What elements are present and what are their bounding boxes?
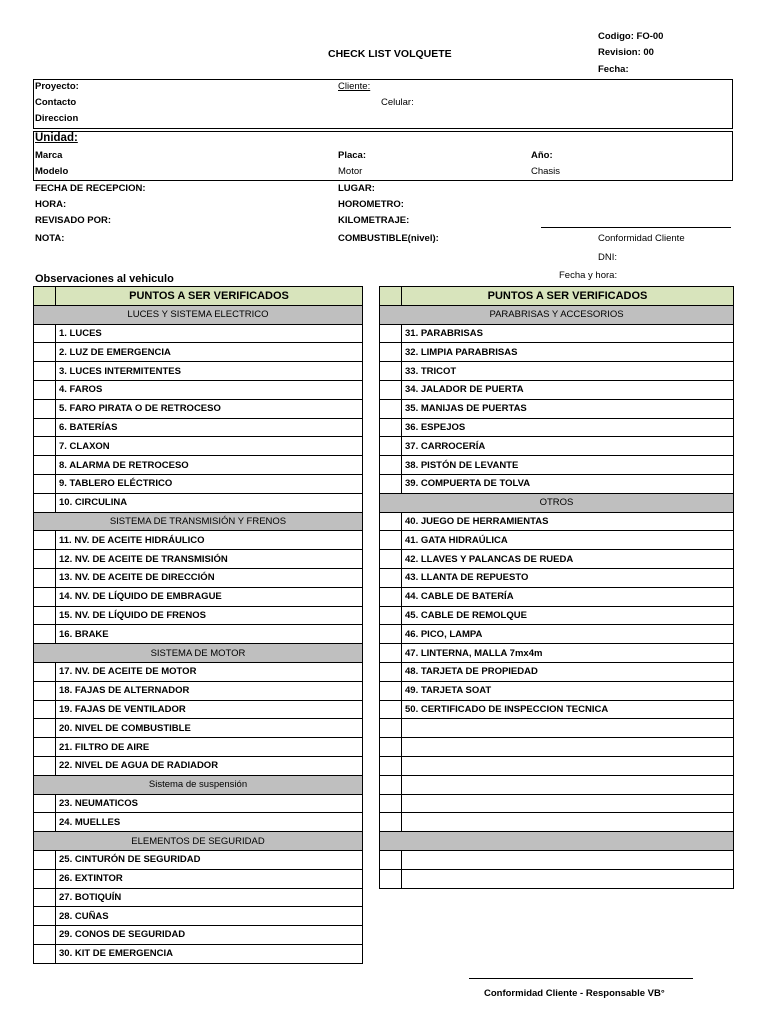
item-label: 26. EXTINTOR — [56, 869, 363, 888]
horometro-label: HOROMETRO: — [338, 199, 404, 210]
table-header-label: PUNTOS A SER VERIFICADOS — [402, 287, 734, 306]
item-label: 37. CARROCERÍA — [402, 437, 734, 456]
table-row — [34, 399, 363, 418]
item-label: 48. TARJETA DE PROPIEDAD — [402, 662, 734, 681]
item-label: 27. BOTIQUÍN — [56, 888, 363, 907]
check-box-cell[interactable] — [380, 512, 402, 531]
item-label: 45. CABLE DE REMOLQUE — [402, 606, 734, 625]
check-box-cell[interactable] — [34, 850, 56, 869]
check-box-cell[interactable] — [34, 738, 56, 757]
check-box-cell[interactable] — [34, 944, 56, 963]
table-row — [34, 437, 363, 456]
item-label: 4. FAROS — [56, 380, 363, 399]
check-box-cell[interactable] — [34, 437, 56, 456]
item-label — [402, 775, 734, 794]
table-row — [380, 343, 734, 362]
table-row — [380, 813, 734, 832]
item-label: 25. CINTURÓN DE SEGURIDAD — [56, 850, 363, 869]
table-row — [34, 474, 363, 493]
check-box-cell[interactable] — [380, 756, 402, 775]
item-label: 46. PICO, LAMPA — [402, 625, 734, 644]
item-label: 6. BATERÍAS — [56, 418, 363, 437]
section-title: LUCES Y SISTEMA ELECTRICO — [34, 305, 363, 324]
item-label: 10. CIRCULINA — [56, 493, 363, 512]
check-box-cell[interactable] — [380, 644, 402, 663]
check-box-cell[interactable] — [380, 531, 402, 550]
check-box-cell[interactable] — [34, 756, 56, 775]
responsable-signature-line — [469, 978, 693, 979]
conformidad-cliente-label: Conformidad Cliente — [598, 233, 685, 244]
section-title: SISTEMA DE MOTOR — [34, 644, 363, 663]
table-row — [34, 568, 363, 587]
table-row — [34, 794, 363, 813]
chasis-label: Chasis — [531, 166, 561, 177]
table-row — [380, 794, 734, 813]
check-box-cell[interactable] — [380, 418, 402, 437]
item-label: 24. MUELLES — [56, 813, 363, 832]
table-row — [380, 756, 734, 775]
section-row — [34, 832, 363, 851]
table-row — [380, 587, 734, 606]
check-box-cell[interactable] — [34, 662, 56, 681]
table-row — [380, 662, 734, 681]
section-row — [34, 775, 363, 794]
section-title — [380, 832, 734, 851]
item-label: 21. FILTRO DE AIRE — [56, 738, 363, 757]
codigo-label: Codigo: FO-00 — [598, 31, 664, 42]
header-check-cell — [34, 287, 56, 306]
table-row — [34, 850, 363, 869]
item-label: 35. MANIJAS DE PUERTAS — [402, 399, 734, 418]
check-box-cell[interactable] — [34, 587, 56, 606]
dni-label: DNI: — [598, 252, 617, 263]
check-box-cell[interactable] — [380, 437, 402, 456]
check-box-cell[interactable] — [34, 606, 56, 625]
lugar-label: LUGAR: — [338, 183, 375, 194]
table-row — [34, 662, 363, 681]
section-row — [380, 493, 734, 512]
check-box-cell[interactable] — [34, 399, 56, 418]
table-row — [34, 625, 363, 644]
table-row — [34, 719, 363, 738]
unidad-label: Unidad: — [35, 132, 78, 144]
section-title: PARABRISAS Y ACCESORIOS — [380, 305, 734, 324]
item-label — [402, 738, 734, 757]
contacto-label: Contacto — [35, 97, 77, 108]
check-box-cell[interactable] — [34, 888, 56, 907]
item-label: 14. NV. DE LÍQUIDO DE EMBRAGUE — [56, 587, 363, 606]
item-label: 41. GATA HIDRAÚLICA — [402, 531, 734, 550]
client-signature-line — [541, 227, 731, 228]
table-row — [34, 944, 363, 963]
section-title: Sistema de suspensión — [34, 775, 363, 794]
check-box-cell[interactable] — [34, 700, 56, 719]
check-box-cell[interactable] — [380, 606, 402, 625]
anio-label: Año: — [531, 150, 553, 161]
table-row — [380, 456, 734, 475]
table-row — [34, 738, 363, 757]
check-box-cell[interactable] — [34, 343, 56, 362]
check-box-cell[interactable] — [380, 380, 402, 399]
table-row — [34, 493, 363, 512]
section-title: ELEMENTOS DE SEGURIDAD — [34, 832, 363, 851]
header-check-cell — [380, 287, 402, 306]
check-box-cell[interactable] — [380, 738, 402, 757]
check-box-cell[interactable] — [34, 380, 56, 399]
check-box-cell[interactable] — [34, 568, 56, 587]
table-row — [34, 550, 363, 569]
item-label: 31. PARABRISAS — [402, 324, 734, 343]
item-label: 20. NIVEL DE COMBUSTIBLE — [56, 719, 363, 738]
table-row — [380, 681, 734, 700]
section-row — [34, 305, 363, 324]
item-label: 49. TARJETA SOAT — [402, 681, 734, 700]
fecha-label: Fecha: — [598, 64, 629, 75]
check-box-cell[interactable] — [34, 531, 56, 550]
check-box-cell[interactable] — [34, 926, 56, 945]
item-label: 11. NV. DE ACEITE HIDRÁULICO — [56, 531, 363, 550]
item-label: 22. NIVEL DE AGUA DE RADIADOR — [56, 756, 363, 775]
check-box-cell[interactable] — [380, 775, 402, 794]
document-title: CHECK LIST VOLQUETE — [328, 48, 452, 60]
check-box-cell[interactable] — [380, 662, 402, 681]
unit-box — [33, 131, 733, 181]
item-label: 32. LIMPIA PARABRISAS — [402, 343, 734, 362]
table-row — [380, 568, 734, 587]
table-row — [34, 531, 363, 550]
revisado-por-label: REVISADO POR: — [35, 215, 112, 226]
check-box-cell[interactable] — [380, 399, 402, 418]
item-label — [402, 794, 734, 813]
item-label: 13. NV. DE ACEITE DE DIRECCIÓN — [56, 568, 363, 587]
marca-label: Marca — [35, 150, 63, 161]
item-label: 1. LUCES — [56, 324, 363, 343]
table-row — [34, 324, 363, 343]
table-header-row — [380, 287, 734, 306]
table-row — [380, 738, 734, 757]
check-box-cell[interactable] — [380, 700, 402, 719]
cliente-label: Cliente: — [338, 81, 371, 92]
checklist-table-right — [379, 286, 734, 889]
item-label: 39. COMPUERTA DE TOLVA — [402, 474, 734, 493]
item-label: 19. FAJAS DE VENTILADOR — [56, 700, 363, 719]
table-row — [34, 418, 363, 437]
check-box-cell[interactable] — [380, 625, 402, 644]
table-row — [380, 775, 734, 794]
item-label: 43. LLANTA DE REPUESTO — [402, 568, 734, 587]
item-label: 15. NV. DE LÍQUIDO DE FRENOS — [56, 606, 363, 625]
check-box-cell[interactable] — [380, 474, 402, 493]
celular-label: Celular: — [381, 97, 414, 108]
item-label: 50. CERTIFICADO DE INSPECCION TECNICA — [402, 700, 734, 719]
check-box-cell[interactable] — [34, 362, 56, 381]
nota-label: NOTA: — [35, 233, 65, 244]
section-title: SISTEMA DE TRANSMISIÓN Y FRENOS — [34, 512, 363, 531]
table-row — [380, 324, 734, 343]
table-row — [34, 813, 363, 832]
check-box-cell[interactable] — [34, 474, 56, 493]
item-label — [402, 756, 734, 775]
check-box-cell[interactable] — [34, 418, 56, 437]
check-box-cell[interactable] — [380, 343, 402, 362]
check-box-cell[interactable] — [380, 456, 402, 475]
item-label: 17. NV. DE ACEITE DE MOTOR — [56, 662, 363, 681]
item-label: 23. NEUMATICOS — [56, 794, 363, 813]
item-label: 33. TRICOT — [402, 362, 734, 381]
item-label: 44. CABLE DE BATERÍA — [402, 587, 734, 606]
hora-label: HORA: — [35, 199, 67, 210]
item-label: 5. FARO PIRATA O DE RETROCESO — [56, 399, 363, 418]
direccion-label: Direccion — [35, 113, 79, 124]
kilometraje-label: KILOMETRAJE: — [338, 215, 410, 226]
check-box-cell[interactable] — [380, 850, 402, 869]
item-label — [402, 850, 734, 869]
table-row — [34, 606, 363, 625]
modelo-label: Modelo — [35, 166, 69, 177]
table-row — [380, 531, 734, 550]
item-label: 2. LUZ DE EMERGENCIA — [56, 343, 363, 362]
check-box-cell[interactable] — [34, 681, 56, 700]
table-row — [34, 756, 363, 775]
check-box-cell[interactable] — [34, 794, 56, 813]
section-row — [380, 305, 734, 324]
item-label: 42. LLAVES Y PALANCAS DE RUEDA — [402, 550, 734, 569]
table-row — [380, 850, 734, 869]
table-row — [380, 474, 734, 493]
item-label: 9. TABLERO ELÉCTRICO — [56, 474, 363, 493]
table-row — [34, 362, 363, 381]
check-box-cell[interactable] — [380, 869, 402, 888]
table-row — [380, 418, 734, 437]
check-box-cell[interactable] — [34, 869, 56, 888]
item-label: 40. JUEGO DE HERRAMIENTAS — [402, 512, 734, 531]
item-label: 47. LINTERNA, MALLA 7mx4m — [402, 644, 734, 663]
table-row — [34, 456, 363, 475]
observaciones-label: Observaciones al vehiculo — [35, 273, 174, 285]
table-row — [380, 399, 734, 418]
check-box-cell[interactable] — [34, 493, 56, 512]
check-box-cell[interactable] — [34, 625, 56, 644]
check-box-cell[interactable] — [34, 456, 56, 475]
check-box-cell[interactable] — [34, 550, 56, 569]
table-row — [380, 437, 734, 456]
item-label: 28. CUÑAS — [56, 907, 363, 926]
table-header-row — [34, 287, 363, 306]
table-row — [34, 888, 363, 907]
signature-caption: Conformidad Cliente - Responsable VB° — [484, 988, 665, 999]
item-label — [402, 719, 734, 738]
item-label — [402, 869, 734, 888]
table-row — [380, 644, 734, 663]
check-box-cell[interactable] — [380, 587, 402, 606]
section-row — [34, 644, 363, 663]
check-box-cell[interactable] — [380, 681, 402, 700]
section-title: OTROS — [380, 493, 734, 512]
item-label: 12. NV. DE ACEITE DE TRANSMISIÓN — [56, 550, 363, 569]
table-row — [34, 926, 363, 945]
check-box-cell[interactable] — [380, 362, 402, 381]
proyecto-label: Proyecto: — [35, 81, 79, 92]
combustible-label: COMBUSTIBLE(nivel): — [338, 233, 439, 244]
table-row — [34, 907, 363, 926]
item-label: 38. PISTÓN DE LEVANTE — [402, 456, 734, 475]
table-row — [380, 719, 734, 738]
item-label: 8. ALARMA DE RETROCESO — [56, 456, 363, 475]
check-box-cell[interactable] — [380, 550, 402, 569]
item-label: 29. CONOS DE SEGURIDAD — [56, 926, 363, 945]
checklist-table-left — [33, 286, 363, 964]
table-header-label: PUNTOS A SER VERIFICADOS — [56, 287, 363, 306]
item-label — [402, 813, 734, 832]
check-box-cell[interactable] — [380, 568, 402, 587]
revision-label: Revision: 00 — [598, 47, 654, 58]
item-label: 36. ESPEJOS — [402, 418, 734, 437]
section-row — [380, 832, 734, 851]
check-box-cell[interactable] — [380, 719, 402, 738]
table-row — [34, 380, 363, 399]
table-row — [34, 343, 363, 362]
motor-label: Motor — [338, 166, 363, 177]
item-label: 30. KIT DE EMERGENCIA — [56, 944, 363, 963]
table-row — [34, 681, 363, 700]
item-label: 34. JALADOR DE PUERTA — [402, 380, 734, 399]
fecha-hora-label: Fecha y hora: — [559, 270, 618, 281]
table-row — [380, 606, 734, 625]
item-label: 16. BRAKE — [56, 625, 363, 644]
check-box-cell[interactable] — [380, 324, 402, 343]
item-label: 18. FAJAS DE ALTERNADOR — [56, 681, 363, 700]
check-box-cell[interactable] — [34, 324, 56, 343]
table-row — [380, 550, 734, 569]
table-row — [380, 362, 734, 381]
table-row — [380, 700, 734, 719]
placa-label: Placa: — [338, 150, 366, 161]
check-box-cell[interactable] — [34, 907, 56, 926]
check-box-cell[interactable] — [380, 813, 402, 832]
section-row — [34, 512, 363, 531]
table-row — [34, 700, 363, 719]
table-row — [380, 625, 734, 644]
item-label: 3. LUCES INTERMITENTES — [56, 362, 363, 381]
table-row — [380, 380, 734, 399]
check-box-cell[interactable] — [34, 719, 56, 738]
table-row — [380, 512, 734, 531]
table-row — [34, 587, 363, 606]
fecha-recepcion-label: FECHA DE RECEPCION: — [35, 183, 146, 194]
item-label: 7. CLAXON — [56, 437, 363, 456]
table-row — [380, 869, 734, 888]
check-box-cell[interactable] — [380, 794, 402, 813]
table-row — [34, 869, 363, 888]
check-box-cell[interactable] — [34, 813, 56, 832]
